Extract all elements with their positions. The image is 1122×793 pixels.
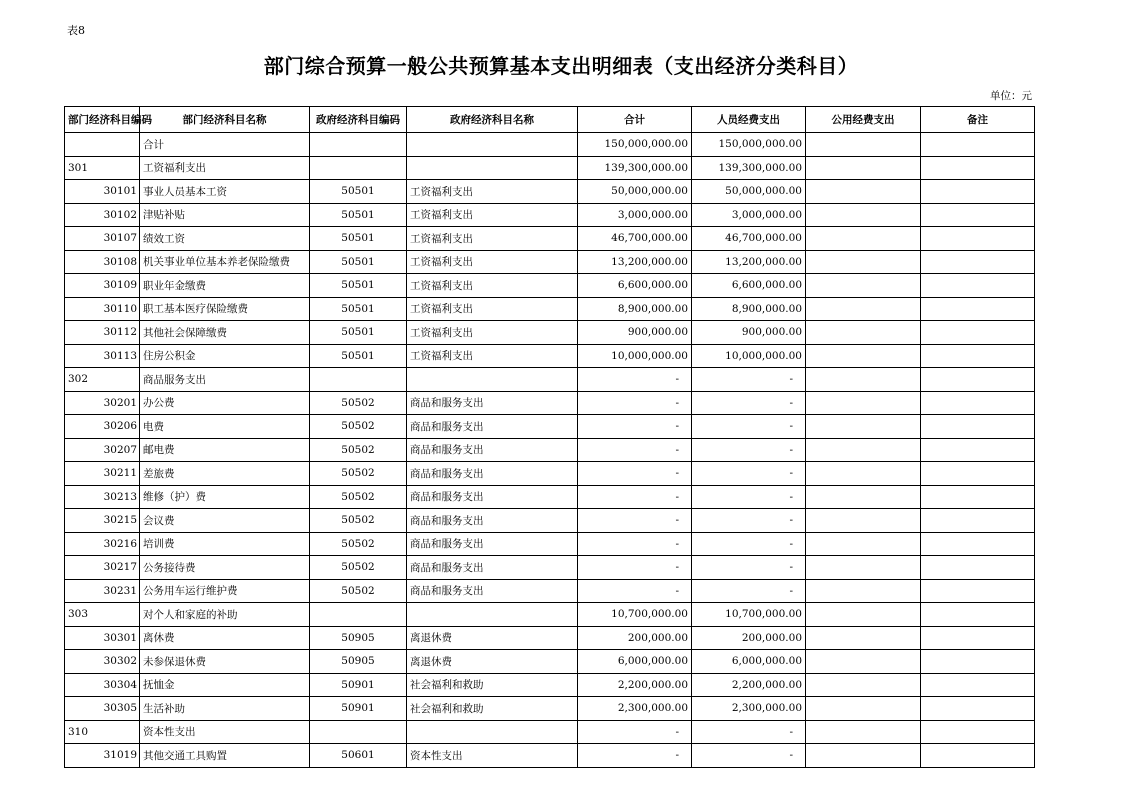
cell-total: - (578, 532, 692, 556)
cell-note (921, 485, 1035, 509)
cell-personnel: 900,000.00 (692, 321, 806, 345)
cell-total: 10,700,000.00 (578, 603, 692, 627)
cell-gov-code: 50905 (310, 626, 407, 650)
cell-public (806, 556, 921, 580)
cell-gov-code: 50502 (310, 415, 407, 439)
cell-total: - (578, 368, 692, 392)
header-total: 合计 (578, 107, 692, 133)
cell-dept-code: 30217 (65, 556, 140, 580)
cell-dept-code: 30102 (65, 203, 140, 227)
table-row (65, 603, 1035, 627)
cell-note (921, 133, 1035, 157)
cell-gov-name: 商品和服务支出 (407, 556, 578, 580)
cell-note (921, 462, 1035, 486)
cell-total: - (578, 720, 692, 744)
cell-gov-code: 50502 (310, 579, 407, 603)
cell-dept-code: 30201 (65, 391, 140, 415)
cell-note (921, 227, 1035, 251)
cell-dept-code: 303 (65, 603, 140, 627)
cell-personnel: 200,000.00 (692, 626, 806, 650)
cell-dept-name: 电费 (140, 415, 310, 439)
cell-dept-name: 事业人员基本工资 (140, 180, 310, 204)
cell-personnel: - (692, 415, 806, 439)
cell-dept-name: 离休费 (140, 626, 310, 650)
cell-total: 139,300,000.00 (578, 156, 692, 180)
sheet-label: 表8 (67, 24, 85, 37)
cell-dept-name: 维修（护）费 (140, 485, 310, 509)
cell-personnel: 8,900,000.00 (692, 297, 806, 321)
cell-personnel: - (692, 720, 806, 744)
cell-dept-code: 310 (65, 720, 140, 744)
cell-note (921, 368, 1035, 392)
cell-public (806, 344, 921, 368)
header-dept-code: 部门经济科目编码 (65, 107, 140, 133)
cell-personnel: - (692, 744, 806, 768)
cell-personnel: 10,000,000.00 (692, 344, 806, 368)
cell-note (921, 180, 1035, 204)
cell-dept-code: 30211 (65, 462, 140, 486)
cell-gov-code: 50502 (310, 509, 407, 533)
cell-note (921, 579, 1035, 603)
cell-dept-name: 生活补助 (140, 697, 310, 721)
cell-total: 6,000,000.00 (578, 650, 692, 674)
cell-gov-name (407, 368, 578, 392)
cell-gov-code: 50502 (310, 438, 407, 462)
cell-dept-code: 30110 (65, 297, 140, 321)
cell-gov-code: 50501 (310, 180, 407, 204)
table-row (65, 744, 1035, 768)
cell-total: 900,000.00 (578, 321, 692, 345)
cell-gov-code: 50905 (310, 650, 407, 674)
cell-gov-code (310, 156, 407, 180)
cell-public (806, 462, 921, 486)
cell-gov-name: 商品和服务支出 (407, 462, 578, 486)
page-title: 部门综合预算一般公共预算基本支出明细表（支出经济分类科目） (263, 54, 859, 78)
cell-total: 200,000.00 (578, 626, 692, 650)
cell-note (921, 603, 1035, 627)
cell-dept-name: 工资福利支出 (140, 156, 310, 180)
cell-total: - (578, 485, 692, 509)
cell-gov-name: 资本性支出 (407, 744, 578, 768)
cell-dept-code: 30113 (65, 344, 140, 368)
cell-gov-name: 工资福利支出 (407, 180, 578, 204)
table-row (65, 368, 1035, 392)
table-row (65, 485, 1035, 509)
cell-gov-name: 工资福利支出 (407, 274, 578, 298)
cell-gov-name: 商品和服务支出 (407, 532, 578, 556)
cell-gov-code: 50501 (310, 344, 407, 368)
header-gov-name: 政府经济科目名称 (407, 107, 578, 133)
cell-gov-name: 工资福利支出 (407, 203, 578, 227)
cell-dept-code: 30207 (65, 438, 140, 462)
cell-note (921, 532, 1035, 556)
cell-note (921, 509, 1035, 533)
cell-total: 150,000,000.00 (578, 133, 692, 157)
cell-gov-code: 50901 (310, 673, 407, 697)
table-row (65, 203, 1035, 227)
cell-dept-name: 会议费 (140, 509, 310, 533)
cell-gov-code (310, 133, 407, 157)
cell-gov-code: 50901 (310, 697, 407, 721)
cell-public (806, 133, 921, 157)
cell-gov-name: 商品和服务支出 (407, 579, 578, 603)
cell-note (921, 673, 1035, 697)
table-row (65, 462, 1035, 486)
table-body (65, 133, 1035, 768)
cell-gov-name: 商品和服务支出 (407, 391, 578, 415)
cell-gov-code: 50601 (310, 744, 407, 768)
cell-total: 8,900,000.00 (578, 297, 692, 321)
cell-public (806, 532, 921, 556)
cell-public (806, 156, 921, 180)
table-row (65, 180, 1035, 204)
cell-gov-name: 工资福利支出 (407, 297, 578, 321)
cell-dept-code: 30213 (65, 485, 140, 509)
cell-gov-name: 离退休费 (407, 650, 578, 674)
cell-personnel: 10,700,000.00 (692, 603, 806, 627)
cell-note (921, 626, 1035, 650)
cell-total: 3,000,000.00 (578, 203, 692, 227)
cell-total: 10,000,000.00 (578, 344, 692, 368)
cell-gov-code (310, 603, 407, 627)
cell-dept-name: 职业年金缴费 (140, 274, 310, 298)
cell-total: - (578, 391, 692, 415)
cell-public (806, 650, 921, 674)
cell-gov-name (407, 156, 578, 180)
cell-note (921, 297, 1035, 321)
table-row (65, 720, 1035, 744)
cell-public (806, 509, 921, 533)
cell-total: - (578, 462, 692, 486)
cell-total: - (578, 509, 692, 533)
cell-dept-name: 公务用车运行维护费 (140, 579, 310, 603)
cell-note (921, 744, 1035, 768)
table-row (65, 579, 1035, 603)
table-row (65, 156, 1035, 180)
cell-gov-code: 50502 (310, 532, 407, 556)
cell-note (921, 556, 1035, 580)
cell-personnel: - (692, 509, 806, 533)
cell-dept-name: 绩效工资 (140, 227, 310, 251)
unit-note: 单位：元 (990, 90, 1032, 102)
table-row (65, 532, 1035, 556)
cell-dept-code: 31019 (65, 744, 140, 768)
budget-table (64, 106, 1035, 768)
cell-dept-code: 30216 (65, 532, 140, 556)
cell-personnel: - (692, 438, 806, 462)
cell-gov-code (310, 720, 407, 744)
cell-public (806, 673, 921, 697)
cell-gov-code: 50502 (310, 391, 407, 415)
cell-dept-name: 住房公积金 (140, 344, 310, 368)
cell-dept-name: 抚恤金 (140, 673, 310, 697)
cell-dept-code: 30304 (65, 673, 140, 697)
table-row (65, 297, 1035, 321)
cell-public (806, 415, 921, 439)
cell-gov-name (407, 133, 578, 157)
cell-note (921, 697, 1035, 721)
cell-public (806, 297, 921, 321)
cell-dept-name: 公务接待费 (140, 556, 310, 580)
cell-note (921, 650, 1035, 674)
cell-note (921, 438, 1035, 462)
cell-note (921, 250, 1035, 274)
cell-dept-code: 30231 (65, 579, 140, 603)
table-row (65, 509, 1035, 533)
cell-public (806, 203, 921, 227)
cell-total: 50,000,000.00 (578, 180, 692, 204)
table-row (65, 274, 1035, 298)
table-row (65, 673, 1035, 697)
cell-public (806, 227, 921, 251)
cell-gov-name: 离退休费 (407, 626, 578, 650)
table-row (65, 556, 1035, 580)
cell-public (806, 250, 921, 274)
cell-personnel: - (692, 532, 806, 556)
cell-note (921, 203, 1035, 227)
header-public: 公用经费支出 (806, 107, 921, 133)
cell-public (806, 321, 921, 345)
cell-public (806, 485, 921, 509)
cell-dept-code: 30302 (65, 650, 140, 674)
cell-dept-name: 合计 (140, 133, 310, 157)
cell-gov-name: 商品和服务支出 (407, 438, 578, 462)
cell-gov-name: 社会福利和救助 (407, 673, 578, 697)
cell-gov-code: 50501 (310, 250, 407, 274)
cell-total: 46,700,000.00 (578, 227, 692, 251)
cell-note (921, 720, 1035, 744)
cell-personnel: - (692, 579, 806, 603)
cell-dept-code: 30301 (65, 626, 140, 650)
cell-total: 13,200,000.00 (578, 250, 692, 274)
table-row (65, 344, 1035, 368)
cell-note (921, 344, 1035, 368)
cell-gov-code: 50501 (310, 321, 407, 345)
cell-total: 6,600,000.00 (578, 274, 692, 298)
cell-personnel: 150,000,000.00 (692, 133, 806, 157)
cell-dept-name: 差旅费 (140, 462, 310, 486)
table-row (65, 227, 1035, 251)
table-header (65, 107, 1035, 133)
cell-dept-name: 机关事业单位基本养老保险缴费 (140, 250, 310, 274)
cell-gov-code: 50502 (310, 462, 407, 486)
cell-gov-name: 社会福利和救助 (407, 697, 578, 721)
table-row (65, 626, 1035, 650)
cell-total: 2,300,000.00 (578, 697, 692, 721)
cell-dept-name: 培训费 (140, 532, 310, 556)
cell-public (806, 368, 921, 392)
cell-total: - (578, 415, 692, 439)
cell-gov-code: 50501 (310, 227, 407, 251)
cell-dept-name: 办公费 (140, 391, 310, 415)
header-note: 备注 (921, 107, 1035, 133)
table-row (65, 391, 1035, 415)
cell-public (806, 180, 921, 204)
cell-dept-name: 商品服务支出 (140, 368, 310, 392)
header-personnel: 人员经费支出 (692, 107, 806, 133)
cell-note (921, 391, 1035, 415)
cell-personnel: 6,000,000.00 (692, 650, 806, 674)
cell-public (806, 603, 921, 627)
cell-public (806, 274, 921, 298)
cell-gov-name: 商品和服务支出 (407, 415, 578, 439)
cell-personnel: 6,600,000.00 (692, 274, 806, 298)
cell-dept-name: 资本性支出 (140, 720, 310, 744)
cell-total: - (578, 556, 692, 580)
cell-personnel: 2,200,000.00 (692, 673, 806, 697)
cell-dept-code: 30305 (65, 697, 140, 721)
table-row (65, 415, 1035, 439)
table-row (65, 321, 1035, 345)
cell-personnel: 13,200,000.00 (692, 250, 806, 274)
cell-public (806, 626, 921, 650)
cell-public (806, 438, 921, 462)
cell-dept-code: 30112 (65, 321, 140, 345)
cell-gov-code: 50501 (310, 203, 407, 227)
cell-gov-code: 50502 (310, 485, 407, 509)
cell-total: - (578, 438, 692, 462)
cell-public (806, 579, 921, 603)
header-dept-name: 部门经济科目名称 (140, 107, 310, 133)
table-row (65, 650, 1035, 674)
cell-gov-name: 商品和服务支出 (407, 485, 578, 509)
cell-gov-code: 50501 (310, 297, 407, 321)
cell-personnel: - (692, 485, 806, 509)
cell-dept-code: 302 (65, 368, 140, 392)
cell-dept-code: 30215 (65, 509, 140, 533)
cell-gov-name: 工资福利支出 (407, 321, 578, 345)
cell-dept-name: 津贴补贴 (140, 203, 310, 227)
cell-dept-code: 30107 (65, 227, 140, 251)
cell-gov-name: 商品和服务支出 (407, 509, 578, 533)
cell-personnel: 3,000,000.00 (692, 203, 806, 227)
table-row (65, 438, 1035, 462)
cell-dept-name: 其他社会保障缴费 (140, 321, 310, 345)
cell-personnel: 139,300,000.00 (692, 156, 806, 180)
cell-dept-name: 职工基本医疗保险缴费 (140, 297, 310, 321)
cell-dept-code: 30206 (65, 415, 140, 439)
table-row (65, 250, 1035, 274)
cell-personnel: - (692, 391, 806, 415)
cell-dept-name: 邮电费 (140, 438, 310, 462)
cell-personnel: - (692, 556, 806, 580)
cell-note (921, 415, 1035, 439)
cell-note (921, 274, 1035, 298)
cell-personnel: 50,000,000.00 (692, 180, 806, 204)
cell-dept-name: 对个人和家庭的补助 (140, 603, 310, 627)
cell-gov-name: 工资福利支出 (407, 227, 578, 251)
cell-public (806, 391, 921, 415)
cell-total: - (578, 744, 692, 768)
cell-gov-code: 50501 (310, 274, 407, 298)
cell-dept-name: 其他交通工具购置 (140, 744, 310, 768)
cell-gov-code (310, 368, 407, 392)
cell-public (806, 720, 921, 744)
cell-personnel: - (692, 462, 806, 486)
cell-note (921, 321, 1035, 345)
cell-gov-code: 50502 (310, 556, 407, 580)
cell-public (806, 697, 921, 721)
cell-note (921, 156, 1035, 180)
cell-gov-name (407, 720, 578, 744)
cell-gov-name (407, 603, 578, 627)
cell-dept-code (65, 133, 140, 157)
cell-dept-code: 30109 (65, 274, 140, 298)
header-row (65, 107, 1035, 133)
cell-gov-name: 工资福利支出 (407, 344, 578, 368)
cell-personnel: - (692, 368, 806, 392)
cell-dept-code: 301 (65, 156, 140, 180)
cell-public (806, 744, 921, 768)
header-gov-code: 政府经济科目编码 (310, 107, 407, 133)
cell-gov-name: 工资福利支出 (407, 250, 578, 274)
table-row (65, 133, 1035, 157)
cell-dept-code: 30101 (65, 180, 140, 204)
cell-dept-code: 30108 (65, 250, 140, 274)
cell-personnel: 46,700,000.00 (692, 227, 806, 251)
cell-total: - (578, 579, 692, 603)
cell-dept-name: 未参保退休费 (140, 650, 310, 674)
cell-total: 2,200,000.00 (578, 673, 692, 697)
table-row (65, 697, 1035, 721)
cell-personnel: 2,300,000.00 (692, 697, 806, 721)
